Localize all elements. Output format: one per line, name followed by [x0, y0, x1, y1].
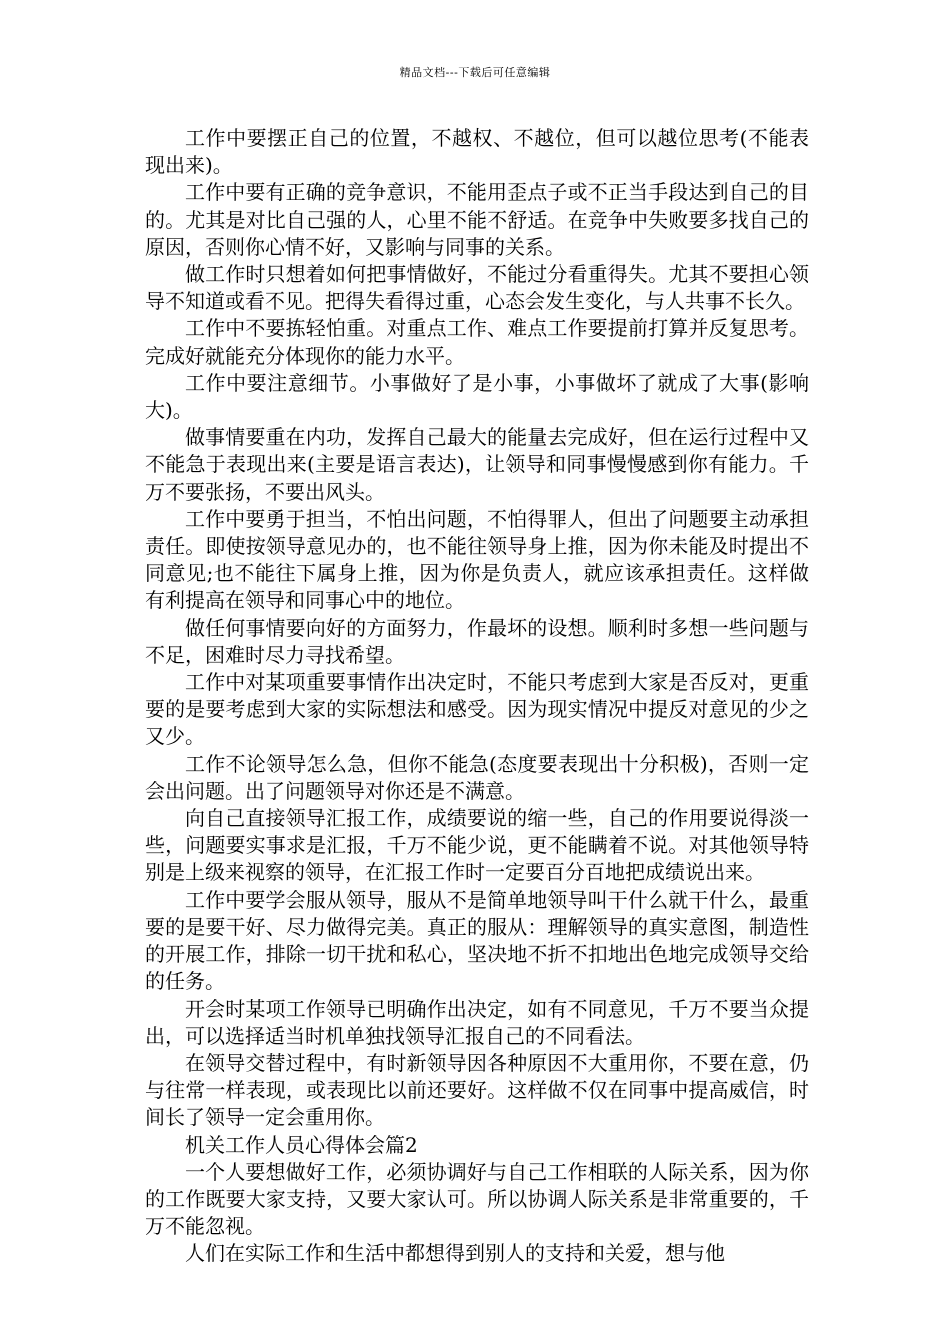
paragraph: 工作中要注意细节。小事做好了是小事，小事做坏了就成了大事(影响大)。 [145, 370, 809, 423]
paragraph: 做任何事情要向好的方面努力，作最坏的设想。顺利时多想一些问题与不足，困难时尽力寻找希望。 [145, 615, 809, 667]
document-body [145, 125, 809, 1268]
paragraph: 人们在实际工作和生活中都想得到别人的支持和关爱，想与他 [185, 1241, 725, 1266]
paragraph: 工作中要摆正自己的位置，不越权、不越位，但可以越位思考(不能表现出来)。 [145, 126, 809, 178]
paragraph: 做事情要重在内功，发挥自己最大的能量去完成好，但在运行过程中又不能急于表现出来(主要是语言表达)，让领导和同事慢慢感到你有能力。千万不要张扬，不要出风头。 [145, 425, 809, 504]
paragraph: 开会时某项工作领导已明确作出决定，如有不同意见，千万不要当众提出，可以选择适当时机单独找领导汇报自己的不同看法。 [145, 996, 809, 1048]
paragraph: 做工作时只想着如何把事情做好，不能过分看重得失。尤其不要担心领导不知道或看不见。把得失看得过重，心态会发生变化，与人共事不长久。 [145, 262, 809, 314]
paragraph: 工作中要勇于担当，不怕出问题，不怕得罪人，但出了问题要主动承担责任。即使按领导意见办的，也不能往领导身上推，因为你未能及时提出不同意见;也不能往下属身上推，因为你是负责人，就应该承担责任。这样做有利提高在领导和同事心中的地位。 [145, 506, 809, 613]
section-heading: 机关工作人员心得体会篇2 [185, 1132, 418, 1157]
page-header: 精品文档---下载后可任意编辑 [399, 66, 551, 79]
paragraph: 工作中要学会服从领导，服从不是简单地领导叫干什么就干什么，最重要的是要干好、尽力做得完美。真正的服从：理解领导的真实意图，制造性的开展工作，排除一切干扰和私心，坚决地不折不扣地出色地完成领导交给的任务。 [145, 887, 809, 994]
paragraph: 工作不论领导怎么急，但你不能急(态度要表现出十分积极)，否则一定会出问题。出了问题领导对你还是不满意。 [145, 751, 809, 803]
paragraph: 在领导交替过程中，有时新领导因各种原因不大重用你，不要在意，仍与往常一样表现，或表现比以前还要好。这样做不仅在同事中提高威信，时间长了领导一定会重用你。 [145, 1050, 809, 1130]
paragraph: 一个人要想做好工作，必须协调好与自己工作相联的人际关系，因为你的工作既要大家支持，又要大家认可。所以协调人际关系是非常重要的，千万不能忽视。 [145, 1159, 809, 1239]
paragraph: 工作中对某项重要事情作出决定时，不能只考虑到大家是否反对，更重要的是要考虑到大家的实际想法和感受。因为现实情况中提反对意见的少之又少。 [145, 670, 809, 749]
paragraph: 工作中要有正确的竞争意识，不能用歪点子或不正当手段达到自己的目的。尤其是对比自己强的人，心里不能不舒适。在竞争中失败要多找自己的原因，否则你心情不好，又影响与同事的关系。 [145, 180, 809, 259]
paragraph: 工作中不要拣轻怕重。对重点工作、难点工作要提前打算并反复思考。完成好就能充分体现你的能力水平。 [145, 316, 809, 368]
paragraph: 向自己直接领导汇报工作，成绩要说的缩一些，自己的作用要说得淡一些，问题要实事求是汇报，千万不能少说，更不能瞒着不说。对其他领导特别是上级来视察的领导，在汇报工作时一定要百分百地把成绩说出来。 [145, 806, 809, 885]
